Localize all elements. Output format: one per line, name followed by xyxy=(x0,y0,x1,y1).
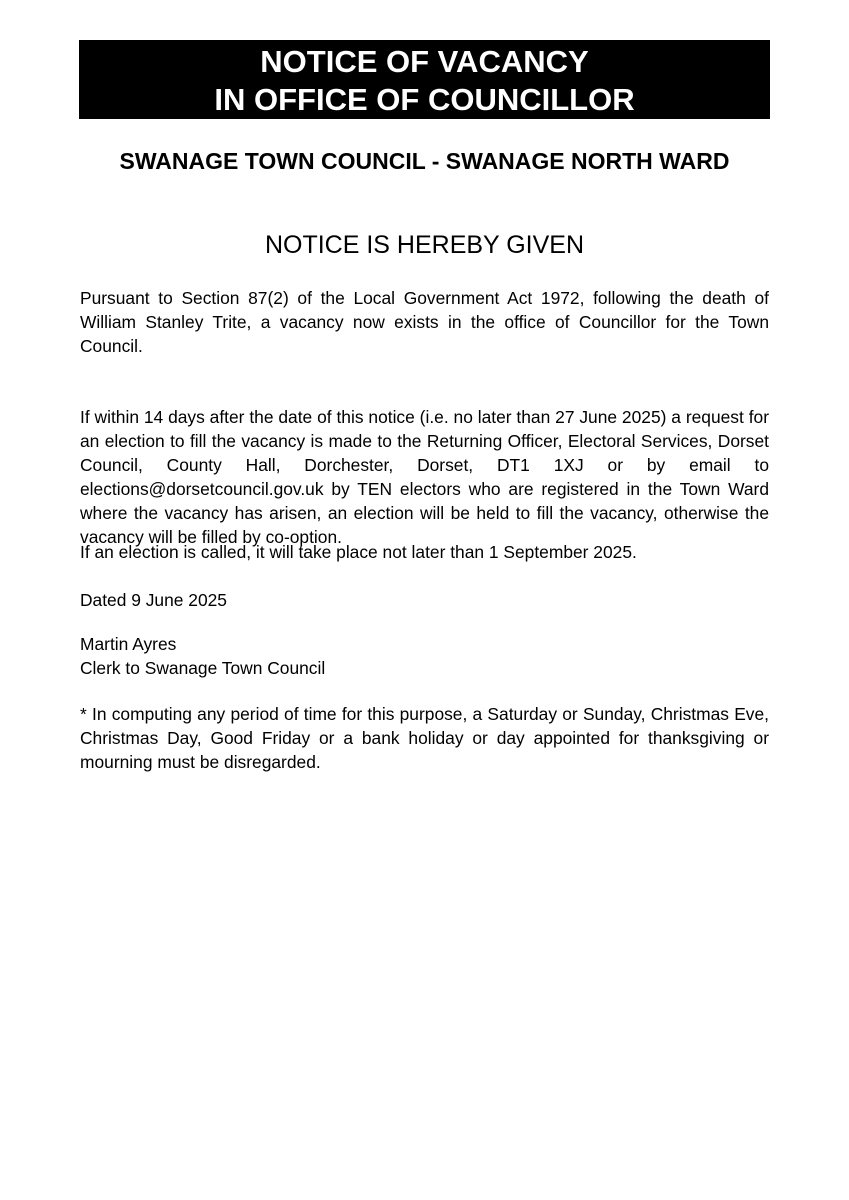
paragraph-election-request: If within 14 days after the date of this notice (i.e. no later than 27 June 2025) a request for an election to fill the vacancy is made to the Returning Officer, Electoral Services, Dorset Council, County Hall, Dorchester, Dorset, DT1 1XJ or by email to elections@dorsetcouncil.gov.uk by TEN electors who are registered in the Town Ward where the vacancy has arisen, an election will be held to fill the vacancy, otherwise the vacancy will be filled by co-option. xyxy=(80,407,769,547)
notice-banner xyxy=(79,40,770,119)
notice-given-heading: NOTICE IS HEREBY GIVEN xyxy=(264,231,585,259)
paragraph-election-date: If an election is called, it will take place not later than 1 September 2025. xyxy=(80,542,637,562)
signatory-role: Clerk to Swanage Town Council xyxy=(80,658,326,678)
banner-line-1: NOTICE OF VACANCY xyxy=(260,44,589,79)
signatory-block xyxy=(80,632,769,680)
footnote: * In computing any period of time for this purpose, a Saturday or Sunday, Christmas Eve, Christmas Day, Good Friday or a bank holiday or day appointed for thanksgiving or mourning must be disregarded. xyxy=(80,704,769,772)
dated-line: Dated 9 June 2025 xyxy=(80,590,227,610)
banner-line-2: IN OFFICE OF COUNCILLOR xyxy=(214,82,635,117)
signatory-name: Martin Ayres xyxy=(80,634,177,654)
paragraph-vacancy: Pursuant to Section 87(2) of the Local Government Act 1972, following the death of William Stanley Trite, a vacancy now exists in the office of Councillor for the Town Council. xyxy=(80,288,769,356)
council-ward-heading: SWANAGE TOWN COUNCIL - SWANAGE NORTH WARD xyxy=(119,148,730,174)
